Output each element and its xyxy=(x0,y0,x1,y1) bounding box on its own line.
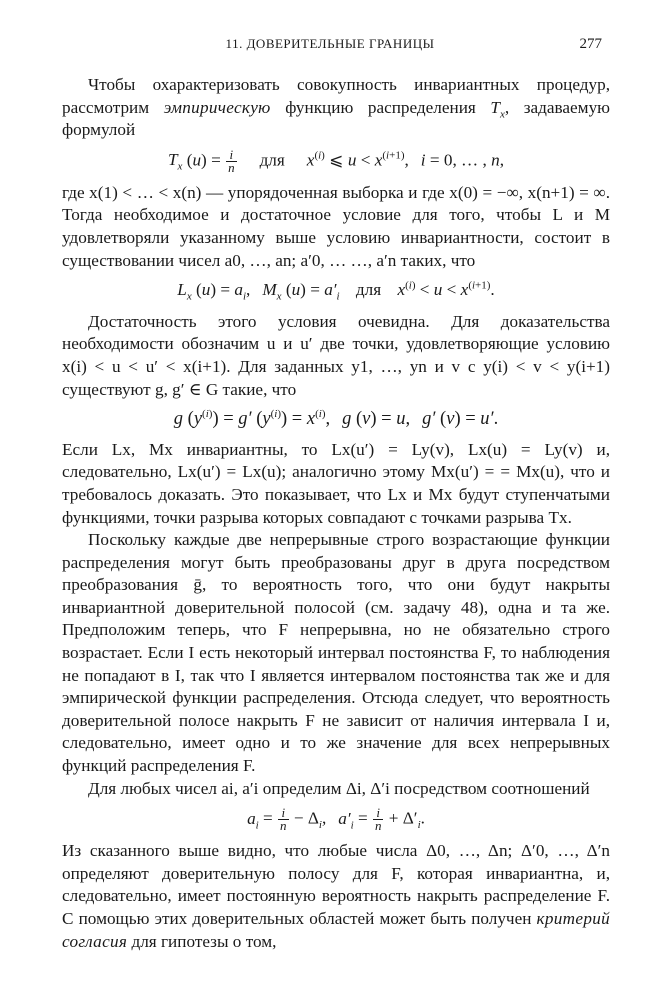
formula-transformations: g $(y^{(i)}) = g'$ $(y^{(i)}) = x^{(i)}$, g (v) = u, g′ (v) = u′. xyxy=(173,407,499,430)
paragraph-1: Чтобы охарактеризовать совокупность инвариантных процедур, рассмотрим эмпирическую функцию распределения $T_x$, задаваемую формулой xyxy=(62,75,610,140)
paragraph-7: Из сказанного выше видно, что любые числа Δ0, …, Δn; Δ′0, …, Δ′n определяют доверительную полосу для F, которая инвариантна, и, следовательно, имеет постоянную вероятность накрыть распределение F. С помощью этих доверительных областей может быть получен критерий согласия для гипотезы о том, xyxy=(62,841,610,951)
formula-invariance-condition: $L_x$ $(u) = a_i$, $M_x$ $(u) = a'_i$ для $x^{(i)} < u < x^{(i+1)}$. xyxy=(177,279,495,303)
main-text xyxy=(62,74,610,953)
emphasis-term: критерий согласия xyxy=(62,909,610,951)
paragraph-4: Если Lx, Mx инвариантны, то Lx(u′) = Ly(v), Lx(u) = Ly(v) и, следовательно, Lx(u′) = Lx(u); аналогично этому Mx(u′) = = Mx(u), что и требовалось доказать. Это показывает, что Lx и Mx будут ступенчатыми функциями, точки разрыва которых совпадают с точками разрыва Tx. xyxy=(62,439,610,527)
paragraph-2: где x(1) < … < x(n) — упорядоченная выборка и где x(0) = −∞, x(n+1) = ∞. Тогда необходимое и достаточное условие для того, чтобы L и M удовлетворяли указанному выше условию инвариантности, состоит в существовании чисел a0, …, an; a′0, … …, a′n таких, что xyxy=(62,182,610,270)
chapter-title: 11. ДОВЕРИТЕЛЬНЫЕ ГРАНИЦЫ xyxy=(225,36,435,51)
paragraph-5: Поскольку каждые две непрерывные строго возрастающие функции распределения могут быть преобразованы друг в друга посредством преобразования ḡ, то вероятность того, что они будут накрыты инвариантной доверительной полосой (см. задачу 48), одна и та же. Предположим теперь, что F непрерывна, но не обязательно строго возрастает. Если I есть некоторый интервал постоянства F, то наблюдения не попадают в I, так что I является интервалом постоянства так же и для эмпирической функции распределения. Отсюда следует, что вероятность доверительной полосе накрыть F не зависит от наличия интервала I и, следовательно, имеет одно и то же значение для всех непрерывных функций распределения F. xyxy=(62,530,610,776)
page-number: 277 xyxy=(579,36,602,52)
paragraph-3: Достаточность этого условия очевидна. Для доказательства необходимости обозначим u и u′ две точки, удовлетворяющие условию x(i) < u < u′ < x(i+1). Для заданных y1, …, yn и v с y(i) < v < y(i+1) существуют g, g′ ∈ G такие, что xyxy=(62,311,610,399)
formula-empirical-cdf: $T_x$ (u) = $\frac{i}{n}$ для $x^{(i)}$ ⩽ $u < x^{(i+1)}$, i = 0, … , n, xyxy=(167,146,505,175)
formula-deltas: $a_i$ = $\frac{i}{n}$ − $\Delta_i$, $a'_i$ = $\frac{i}{n}$ + $\Delta'_i$. xyxy=(247,805,425,834)
paragraph-6: Для любых чисел ai, a′i определим Δi, Δ′i посредством соотношений xyxy=(88,778,590,798)
emphasis-term: эмпирическую xyxy=(163,97,271,117)
running-head xyxy=(58,36,602,56)
